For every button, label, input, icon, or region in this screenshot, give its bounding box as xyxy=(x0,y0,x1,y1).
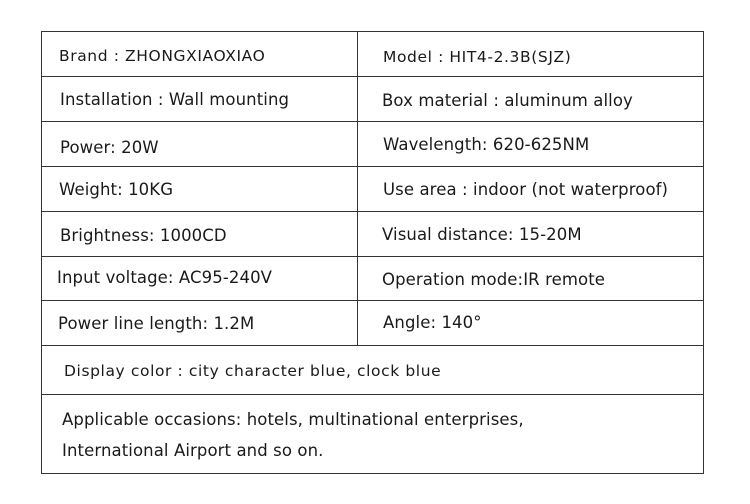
spec-cell-applicable-occasions xyxy=(42,395,703,473)
spec-cell-input-voltage xyxy=(42,257,358,300)
model-text: Model : HIT4-2.3B(SJZ) xyxy=(383,48,572,66)
spec-cell-angle xyxy=(358,301,703,345)
applicable-occasions-text xyxy=(62,404,524,466)
spec-table xyxy=(41,31,704,474)
installation-text: Installation : Wall mounting xyxy=(60,90,290,109)
spec-cell-model xyxy=(358,32,703,76)
table-row xyxy=(42,395,703,473)
table-row xyxy=(42,167,703,212)
applicable-line-2: International Airport and so on. xyxy=(62,441,324,460)
brightness-text: Brightness: 1000CD xyxy=(60,226,227,245)
table-row xyxy=(42,32,703,77)
brand-text: Brand : ZHONGXIAOXIAO xyxy=(59,47,266,65)
table-row xyxy=(42,122,703,167)
spec-cell-brightness xyxy=(42,212,358,256)
spec-cell-weight xyxy=(42,167,358,211)
spec-cell-operation-mode xyxy=(358,257,703,300)
box-material-text: Box material : aluminum alloy xyxy=(382,91,633,110)
visual-distance-text: Visual distance: 15-20M xyxy=(382,225,582,244)
spec-cell-display-color xyxy=(42,346,703,394)
spec-cell-use-area xyxy=(358,167,703,211)
power-line-text: Power line length: 1.2M xyxy=(58,314,255,333)
spec-cell-power xyxy=(42,122,358,166)
table-row xyxy=(42,77,703,122)
table-row xyxy=(42,257,703,301)
weight-text: Weight: 10KG xyxy=(59,180,174,199)
operation-mode-text: Operation mode:IR remote xyxy=(382,270,606,289)
spec-cell-box-material xyxy=(358,77,703,121)
input-voltage-text: Input voltage: AC95-240V xyxy=(57,268,273,287)
table-row xyxy=(42,301,703,346)
table-row xyxy=(42,212,703,257)
spec-cell-visual-distance xyxy=(358,212,703,256)
table-row xyxy=(42,346,703,395)
spec-cell-wavelength xyxy=(358,122,703,166)
wavelength-text: Wavelength: 620-625NM xyxy=(383,135,590,154)
angle-text: Angle: 140° xyxy=(383,313,482,332)
spec-cell-brand xyxy=(42,32,358,76)
spec-cell-installation xyxy=(42,77,358,121)
display-color-text: Display color : city character blue, clock blue xyxy=(64,362,442,380)
use-area-text: Use area : indoor (not waterproof) xyxy=(383,180,669,199)
applicable-line-1: Applicable occasions: hotels, multinational enterprises, xyxy=(62,410,524,429)
spec-cell-power-line xyxy=(42,301,358,345)
power-text: Power: 20W xyxy=(60,138,159,157)
